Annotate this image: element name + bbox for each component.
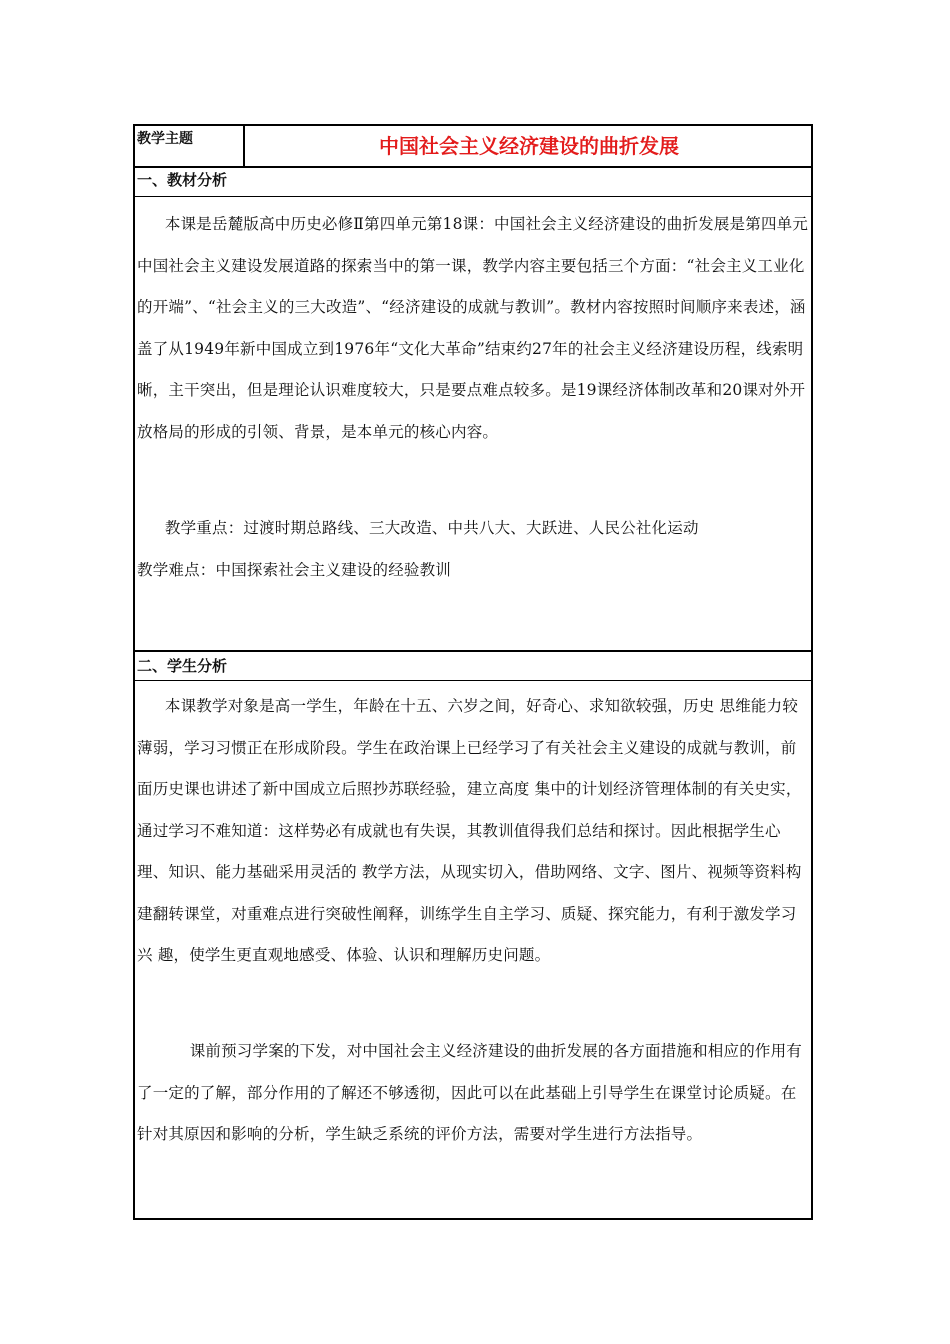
lesson-title: 中国社会主义经济建设的曲折发展 [379,134,679,158]
student-analysis-paragraph: 本课教学对象是高一学生，年龄在十五、六岁之间，好奇心、求知欲较强，历史 思维能力较薄弱，学习习惯正在形成阶段。学生在政治课上已经学习了有关社会主义建设的成就与教训，前面历史课也讲述了新中国成立后照抄苏联经验，建立高度 集中的计划经济管理体制的有关史实，通过学习不难知道：这样势必有成就也有失误，其教训值得我们总结和探讨。因此根据学生心理、知识、能力基础采用灵活的 教学方法，从现实切入，借助网络、文字、图片、视频等资料构建翻转课堂，对重难点进行突破性阐释，训练学生自主学习、质疑、探究能力，有利于激发学习兴 趣，使学生更直观地感受、体验、认识和理解历史问题。 [137,697,802,964]
student-analysis-body [137,686,809,977]
key-points: 教学重点：过渡时期总路线、三大改造、中共八大、大跃进、人民公社化运动 [164,519,699,537]
section-header-textbook-analysis: 一、教材分析 [135,166,811,197]
lesson-plan-table [133,124,813,1220]
student-analysis-paragraph-2: 课前预习学案的下发，对中国社会主义经济建设的曲折发展的各方面措施和相应的作用有了一定的了解，部分作用的了解还不够透彻，因此可以在此基础上引导学生在课堂讨论质疑。在针对其原因和影响的分析，学生缺乏系统的评价方法，需要对学生进行方法指导。 [137,1042,802,1143]
difficulties: 教学难点：中国探索社会主义建设的经验教训 [137,560,452,579]
textbook-analysis-paragraph: 本课是岳麓版高中历史必修Ⅱ第四单元第18课：中国社会主义经济建设的曲折发展是第四单元中国社会主义建设发展道路的探索当中的第一课，教学内容主要包括三个方面：“社会主义工业化的开端”、“社会主义的三大改造”、“经济建设的成就与教训”。教材内容按照时间顺序来表述，涵盖了从1949年新中国成立到1976年“文化大革命”结束约27年的社会主义经济建设历程，线索明晰，主干突出，但是理论认识难度较大，只是要点难点较多。是19课经济体制改革和20课对外开放格局的形成的引领、背景，是本单元的核心内容。 [137,215,809,441]
section-header-student-analysis: 二、学生分析 [135,650,811,681]
title-row [135,126,811,168]
topic-label: 教学主题 [135,126,245,166]
textbook-analysis-body [137,204,809,453]
student-analysis-body-2 [137,1031,809,1156]
key-points-block [137,508,809,591]
